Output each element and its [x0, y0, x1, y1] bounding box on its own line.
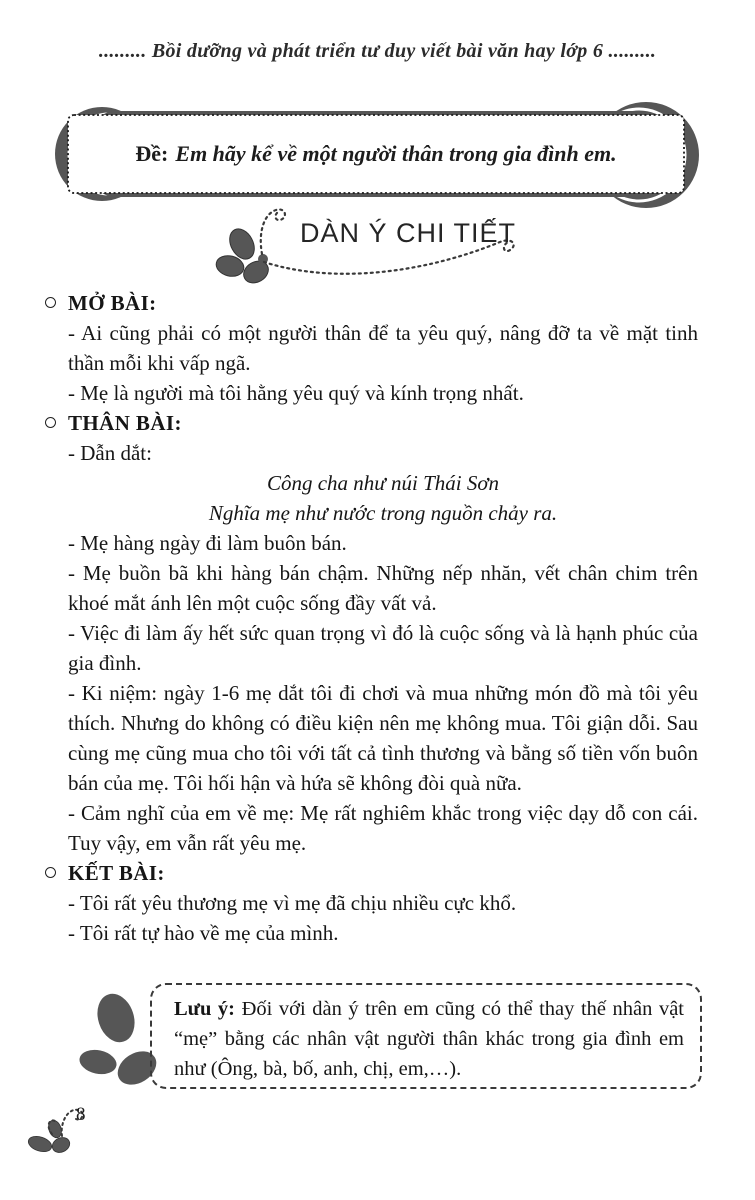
prompt-banner	[52, 98, 700, 210]
outline-item: - Việc đi làm ấy hết sức quan trọng vì đó là cuộc sống và là hạnh phúc của gia đình.	[68, 621, 698, 675]
outline	[68, 288, 698, 948]
section-title-block	[212, 198, 542, 290]
outline-item: - Mẹ hàng ngày đi làm buôn bán.	[68, 531, 347, 555]
essay-prompt	[122, 115, 630, 193]
verse-line: Công cha như núi Thái Sơn	[266, 471, 500, 495]
heading-text: THÂN BÀI:	[68, 411, 182, 435]
outline-item: - Mẹ buồn bã khi hàng bán chậm. Những nếp nhăn, vết chân chim trên khoé mắt ánh lên một cuộc sống đầy vất vả.	[68, 561, 698, 615]
heading-text: KẾT BÀI:	[68, 861, 165, 885]
running-header: ......... Bồi dưỡng và phát triển tư duy viết bài văn hay lớp 6 .........	[98, 40, 657, 62]
note-text: Đối với dàn ý trên em cũng có thể thay thế nhân vật “mẹ” bằng các nhân vật người thân khác trong gia đình em như (Ông, bà, bố, anh, chị, em,…).	[174, 998, 685, 1080]
bullet-circle-icon	[45, 297, 56, 308]
note-label: Lưu ý:	[174, 998, 236, 1020]
heading-text: MỞ BÀI:	[68, 291, 157, 315]
outline-item: - Ki niệm: ngày 1-6 mẹ dắt tôi đi chơi và mua những món đồ mà tôi yêu thích. Nhưng do không có điều kiện nên mẹ không mua. Tôi giận dỗi. Sau cùng mẹ cũng mua cho tôi với tất cả tình thương và bằng số tiền vốn buôn bán của mẹ. Tôi hối hận và hứa sẽ không đòi quà nữa.	[68, 681, 698, 795]
note-box	[150, 983, 702, 1089]
heading-than-bai	[68, 408, 698, 438]
outline-item: - Tôi rất yêu thương mẹ vì mẹ đã chịu nhiều cực khổ.	[68, 891, 517, 915]
prompt-text: Em hãy kể về một người thân trong gia đình em.	[175, 141, 617, 166]
outline-item: - Dẫn dắt:	[68, 441, 152, 465]
bullet-circle-icon	[45, 417, 56, 428]
page-number: 8	[76, 1104, 86, 1125]
section-title: DÀN Ý CHI TIẾT	[300, 218, 517, 248]
outline-item: - Ai cũng phải có một người thân để ta yêu quý, nâng đỡ ta về mặt tinh thần mỗi khi vấp ngã.	[68, 321, 698, 375]
outline-item: - Mẹ là người mà tôi hằng yêu quý và kính trọng nhất.	[68, 381, 524, 405]
heading-ket-bai	[68, 858, 698, 888]
prompt-label: Đề:	[135, 141, 169, 166]
verse-line: Nghĩa mẹ như nước trong nguồn chảy ra.	[208, 501, 558, 525]
bullet-circle-icon	[45, 867, 56, 878]
outline-item: - Cảm nghĩ của em về mẹ: Mẹ rất nghiêm khắc trong việc dạy dỗ con cái. Tuy vậy, em vẫn rất yêu mẹ.	[68, 801, 698, 855]
heading-mo-bai	[68, 288, 698, 318]
outline-item: - Tôi rất tự hào về mẹ của mình.	[68, 921, 339, 945]
footer-flower-icon	[26, 1098, 121, 1158]
